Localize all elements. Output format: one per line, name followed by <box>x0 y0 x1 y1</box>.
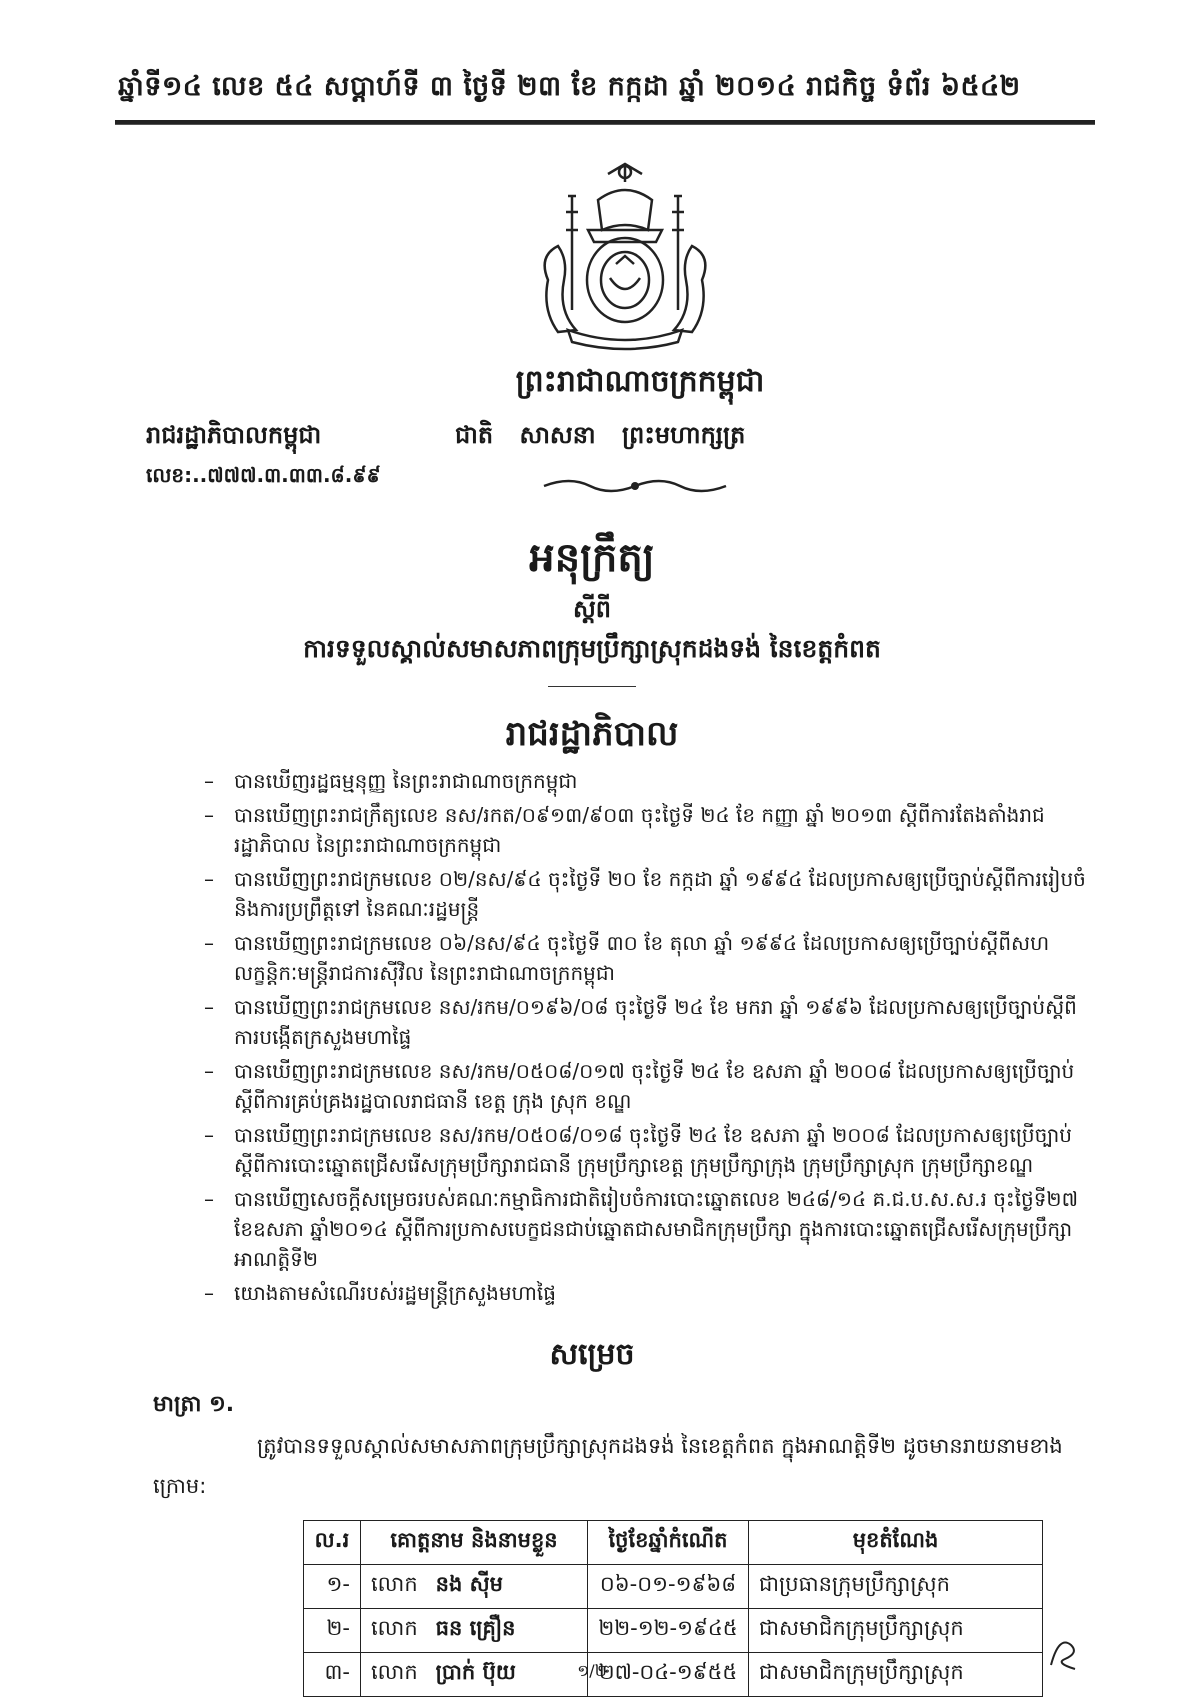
recital-item: – បានឃើញសេចក្តីសម្រេចរបស់គណៈកម្មាធិការជាតិរៀបចំការបោះឆ្នោតលេខ ២៤៨/១៤ គ.ជ.ប.ស.ស.រ ចុះថ្ងៃទី២៧ ខែឧសភា ឆ្នាំ២០១៤ ស្តីពីការប្រកាសបេក្ខជនជាប់ឆ្នោតជាសមាជិកក្រុមប្រឹក្សា ក្នុងការបោះឆ្នោតជ្រើសរើសក្រុមប្រឹក្សា អាណត្តិទី២ <box>234 1184 1094 1274</box>
position: ជាសមាជិកក្រុមប្រឹក្សាស្រុក <box>749 1609 1043 1653</box>
article-label: មាត្រា ១. <box>153 1392 235 1417</box>
subject-label: ស្តីពី <box>572 595 612 623</box>
table-row <box>304 1565 1043 1609</box>
recital-item: – បានឃើញព្រះរាជក្រឹត្យលេខ នស/រកត/០៩១៣/៩០៣ ចុះថ្ងៃទី ២៤ ខែ កញ្ញា ឆ្នាំ ២០១៣ ស្តីពីការតែងតាំងរាជរដ្ឋាភិបាល នៃព្រះរាជាណាចក្រកម្ពុជា <box>234 800 1094 860</box>
recital-item: – បានឃើញព្រះរាជក្រមលេខ នស/រកម/០៥០៨/០១៨ ចុះថ្ងៃទី ២៤ ខែ ឧសភា ឆ្នាំ ២០០៨ ដែលប្រកាសឲ្យប្រើច្បាប់ស្តីពីការបោះឆ្នោតជ្រើសរើសក្រុមប្រឹក្សារាជធានី ក្រុមប្រឹក្សាខេត្ត ក្រុមប្រឹក្សាក្រុង ក្រុមប្រឹក្សាស្រុក ក្រុមប្រឹក្សាខណ្ឌ <box>234 1120 1094 1180</box>
recital-item: – បានឃើញព្រះរាជក្រមលេខ ០២/នស/៩៤ ចុះថ្ងៃទី ២០ ខែ កក្កដា ឆ្នាំ ១៩៩៤ ដែលប្រកាសឲ្យប្រើច្បាប់ស្តីពីការរៀបចំ និងការប្រព្រឹត្តទៅ នៃគណៈរដ្ឋមន្ត្រី <box>234 864 1094 924</box>
member-name: ប្រាក់ ប៊ុយ <box>435 1660 516 1684</box>
position: ជាប្រធានក្រុមប្រឹក្សាស្រុក <box>749 1565 1043 1609</box>
row-number: ៣- <box>304 1653 361 1697</box>
recital-item: – យោងតាមសំណើរបស់រដ្ឋមន្ត្រីក្រសួងមហាផ្ទៃ <box>234 1278 1094 1308</box>
member-name: នង ស៊ីម <box>435 1572 503 1596</box>
header-rule <box>115 120 1095 125</box>
date-of-birth: ២២-១២-១៩៤៥ <box>588 1609 749 1653</box>
ornament-flourish <box>540 474 730 496</box>
recital-item: – បានឃើញព្រះរាជក្រមលេខ នស/រកម/០៥០៨/០១៧ ចុះថ្ងៃទី ២៤ ខែ ឧសភា ឆ្នាំ ២០០៨ ដែលប្រកាសឲ្យប្រើច្បាប់ស្តីពីការគ្រប់គ្រងរដ្ឋបាលរាជធានី ខេត្ត ក្រុង ស្រុក ខណ្ឌ <box>234 1056 1094 1116</box>
member-name-cell <box>361 1565 588 1609</box>
divider <box>548 686 636 687</box>
column-header: មុខតំណែង <box>749 1521 1043 1565</box>
decision-heading: សម្រេច <box>549 1337 635 1372</box>
row-number: ២- <box>304 1609 361 1653</box>
page-number: ១/២ <box>577 1661 607 1680</box>
gazette-header: ឆ្នាំទី១៤ លេខ ៥៤ សប្តាហ៍ទី ៣ ថ្ងៃទី ២៣ ខែ កក្កដា ឆ្នាំ ២០១៤ រាជកិច្ច ទំព័រ ៦៥៤២ <box>118 71 1021 102</box>
honorific: លោក <box>371 1572 418 1596</box>
recital-item: – បានឃើញព្រះរាជក្រមលេខ ០៦/នស/៩៤ ចុះថ្ងៃទី ៣០ ខែ តុលា ឆ្នាំ ១៩៩៤ ដែលប្រកាសឲ្យប្រើច្បាប់ស្តីពីសហលក្ខន្តិកៈមន្ត្រីរាជការស៊ីវិល នៃព្រះរាជាណាចក្រកម្ពុជា <box>234 928 1094 988</box>
recital-item: – បានឃើញរដ្ឋធម្មនុញ្ញ នៃព្រះរាជាណាចក្រកម្ពុជា <box>234 766 1094 796</box>
government-label: រាជរដ្ឋាភិបាលកម្ពុជា <box>146 421 322 449</box>
document-subject: ការទទួលស្គាល់សមាសភាពក្រុមប្រឹក្សាស្រុកដងទង់ នៃខេត្តកំពត <box>303 634 881 663</box>
recital-item: – បានឃើញព្រះរាជក្រមលេខ នស/រកម/០១៩៦/០៨ ចុះថ្ងៃទី ២៤ ខែ មករា ឆ្នាំ ១៩៩៦ ដែលប្រកាសឲ្យប្រើច្បាប់ស្តីពីការបង្កើតក្រសួងមហាផ្ទៃ <box>234 992 1094 1052</box>
member-name-cell <box>361 1609 588 1653</box>
member-name: ធន គ្រឿន <box>435 1616 516 1640</box>
document-number: លេខ:..៧៧៧.៣.៣៣.៨.៩៩ <box>146 463 381 487</box>
kingdom-name: ព្រះរាជាណាចក្រកម្ពុជា <box>515 364 765 399</box>
date-of-birth: ០៦-០១-១៩៦៨ <box>588 1565 749 1609</box>
issuing-authority: រាជរដ្ឋាភិបាល <box>505 714 679 754</box>
national-motto: ជាតិ សាសនា ព្រះមហាក្សត្រ <box>455 421 746 449</box>
date-of-birth: ២៧-០៤-១៩៥៥ <box>588 1653 749 1697</box>
row-number: ១- <box>304 1565 361 1609</box>
honorific: លោក <box>371 1616 418 1640</box>
column-header: ល.រ <box>304 1521 361 1565</box>
table-row <box>304 1609 1043 1653</box>
honorific: លោក <box>371 1660 418 1684</box>
position: ជាសមាជិកក្រុមប្រឹក្សាស្រុក <box>749 1653 1043 1697</box>
recitals-list <box>234 766 1094 1312</box>
document-title: អនុក្រឹត្យ <box>529 535 655 581</box>
article-text: ត្រូវបានទទួលស្គាល់សមាសភាពក្រុមប្រឹក្សាស្រុកដងទង់ នៃខេត្តកំពត ក្នុងអាណត្តិទី២ ដូចមានរាយនាមខាងក្រោម: <box>153 1434 1063 1498</box>
column-header: ថ្ងៃខែឆ្នាំកំណើត <box>588 1521 749 1565</box>
royal-arms-emblem <box>528 160 722 356</box>
column-header: គោត្តនាម និងនាមខ្លួន <box>361 1521 588 1565</box>
table-header-row <box>304 1521 1043 1565</box>
